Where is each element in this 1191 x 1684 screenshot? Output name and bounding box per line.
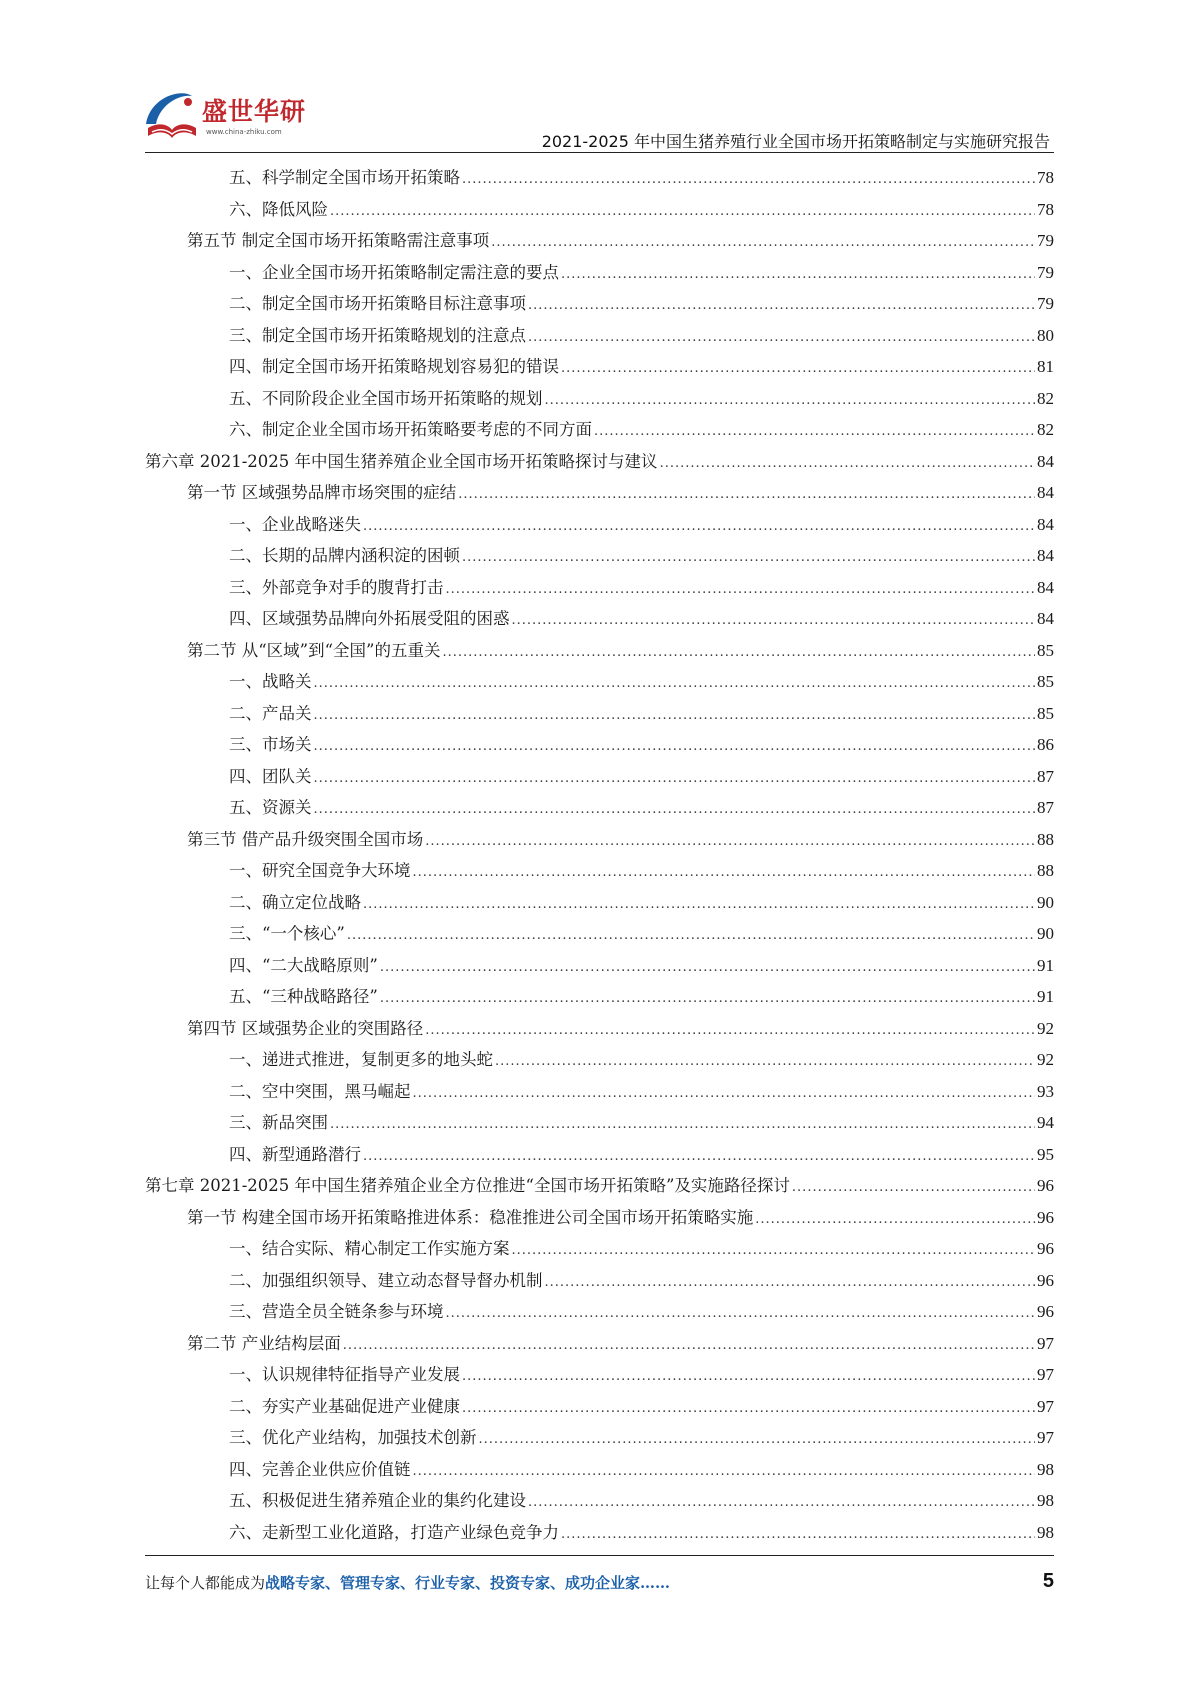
toc-dot-leader <box>495 1046 1035 1078</box>
toc-dot-leader <box>561 259 1035 291</box>
toc-page-number: 79 <box>1037 294 1054 313</box>
toc-subsection-entry[interactable] <box>145 918 1054 950</box>
toc-dot-leader <box>314 668 1036 700</box>
toc-section-entry[interactable] <box>145 1328 1054 1360</box>
toc-dot-leader <box>446 1298 1036 1330</box>
logo-url: www.china-zhiku.com <box>206 128 282 136</box>
toc-page-number: 78 <box>1037 168 1054 187</box>
toc-subsection-entry[interactable] <box>145 572 1054 604</box>
toc-entry-title: 第三节 借产品升级突围全国市场 <box>187 829 424 849</box>
toc-page-number: 98 <box>1037 1459 1054 1479</box>
toc-dot-leader <box>512 605 1036 637</box>
toc-subsection-entry[interactable] <box>145 887 1054 919</box>
page-number: 5 <box>1042 1570 1054 1592</box>
toc-entry-title: 六、降低风险 <box>229 199 328 219</box>
toc-subsection-entry[interactable] <box>145 257 1054 289</box>
footer-slogan <box>145 1572 670 1593</box>
toc-entry-title: 五、科学制定全国市场开拓策略 <box>229 168 460 187</box>
toc-page-number: 84 <box>1037 483 1054 502</box>
toc-dot-leader <box>528 1487 1035 1519</box>
slogan-lead: 让每个人都能成为 <box>145 1574 266 1592</box>
toc-page-number: 92 <box>1037 1050 1054 1069</box>
toc-page-number: 78 <box>1037 199 1054 219</box>
toc-dot-leader <box>561 353 1035 385</box>
toc-entry-title: 第二节 产业结构层面 <box>187 1333 341 1353</box>
toc-entry-title: 二、加强组织领导、建立动态督导督办机制 <box>229 1270 543 1290</box>
toc-page-number: 96 <box>1037 1270 1054 1290</box>
toc-dot-leader <box>330 196 1035 228</box>
toc-subsection-entry[interactable] <box>145 351 1054 383</box>
toc-section-entry[interactable] <box>145 225 1054 257</box>
toc-page-number: 93 <box>1037 1081 1054 1101</box>
toc-subsection-entry[interactable] <box>145 1454 1054 1486</box>
toc-dot-leader <box>528 322 1035 354</box>
toc-entry-title: 一、结合实际、精心制定工作实施方案 <box>229 1239 510 1258</box>
toc-page-number: 91 <box>1037 955 1054 975</box>
toc-dot-leader <box>363 889 1035 921</box>
toc-subsection-entry[interactable] <box>145 603 1054 635</box>
toc-subsection-entry[interactable] <box>145 698 1054 730</box>
toc-page-number: 84 <box>1037 514 1054 534</box>
toc-dot-leader <box>425 1015 1035 1047</box>
toc-dot-leader <box>594 416 1035 448</box>
toc-dot-leader <box>343 1330 1035 1362</box>
toc-section-entry[interactable] <box>145 824 1054 856</box>
toc-dot-leader <box>363 1141 1035 1173</box>
toc-page-number: 96 <box>1037 1207 1054 1227</box>
toc-dot-leader <box>462 1393 1035 1425</box>
toc-entry-title: 一、企业战略迷失 <box>229 514 361 534</box>
toc-subsection-entry[interactable] <box>145 761 1054 793</box>
footer-divider <box>145 1555 1054 1556</box>
toc-dot-leader <box>413 1078 1036 1110</box>
toc-subsection-entry[interactable] <box>145 666 1054 698</box>
toc-entry-title: 一、研究全国竞争大环境 <box>229 861 411 880</box>
toc-section-entry[interactable] <box>145 635 1054 667</box>
toc-entry-title: 三、制定全国市场开拓策略规划的注意点 <box>229 325 526 345</box>
toc-page-number: 86 <box>1037 735 1054 754</box>
toc-subsection-entry[interactable] <box>145 320 1054 352</box>
toc-entry-title: 第五节 制定全国市场开拓策略需注意事项 <box>187 231 490 250</box>
toc-subsection-entry[interactable] <box>145 414 1054 446</box>
toc-page-number: 79 <box>1037 262 1054 282</box>
toc-page-number: 95 <box>1037 1144 1054 1164</box>
toc-page-number: 84 <box>1037 546 1054 565</box>
toc-dot-leader <box>462 164 1035 196</box>
toc-page-number: 97 <box>1037 1333 1054 1353</box>
toc-subsection-entry[interactable] <box>145 950 1054 982</box>
toc-chapter-entry[interactable] <box>145 446 1054 478</box>
toc-subsection-entry[interactable] <box>145 1517 1054 1549</box>
toc-entry-title: 五、“三种战略路径” <box>229 987 378 1006</box>
book-swoosh-icon <box>140 84 204 148</box>
toc-entry-title: 六、制定企业全国市场开拓策略要考虑的不同方面 <box>229 420 592 439</box>
toc-entry-title: 二、确立定位战略 <box>229 892 361 912</box>
toc-page-number: 88 <box>1037 861 1054 880</box>
toc-subsection-entry[interactable] <box>145 1107 1054 1139</box>
toc-entry-title: 六、走新型工业化道路，打造产业绿色竞争力 <box>229 1522 559 1542</box>
toc-page-number: 88 <box>1037 829 1054 849</box>
toc-page-number: 84 <box>1037 577 1054 597</box>
toc-entry-title: 三、“一个核心” <box>229 924 345 943</box>
toc-dot-leader <box>545 385 1036 417</box>
toc-subsection-entry[interactable] <box>145 1044 1054 1076</box>
toc-page-number: 82 <box>1037 388 1054 408</box>
toc-dot-leader <box>528 290 1035 322</box>
toc-page-number: 87 <box>1037 798 1054 817</box>
toc-entry-title: 四、完善企业供应价值链 <box>229 1459 411 1479</box>
toc-entry-title: 第四节 区域强势企业的突围路径 <box>187 1018 424 1038</box>
toc-page-number: 98 <box>1037 1491 1054 1510</box>
toc-dot-leader <box>314 700 1036 732</box>
toc-entry-title: 三、新品突围 <box>229 1113 328 1132</box>
report-title: 2021-2025 年中国生猪养殖行业全国市场开拓策略制定与实施研究报告 <box>541 132 1050 151</box>
toc-dot-leader <box>561 1519 1035 1551</box>
toc-entry-title: 第二节 从“区域”到“全国”的五重关 <box>187 640 441 660</box>
toc-entry-title: 二、产品关 <box>229 703 312 723</box>
toc-page-number: 91 <box>1037 987 1054 1006</box>
toc-entry-title: 一、递进式推进，复制更多的地头蛇 <box>229 1050 493 1069</box>
toc-entry-title: 四、新型通路潜行 <box>229 1144 361 1164</box>
toc-page-number: 92 <box>1037 1018 1054 1038</box>
toc-dot-leader <box>314 731 1036 763</box>
toc-page-number: 79 <box>1037 231 1054 250</box>
header-divider <box>145 152 1054 153</box>
toc-page-number: 90 <box>1037 924 1054 943</box>
toc-entry-title: 一、战略关 <box>229 672 312 691</box>
toc-entry-title: 二、夯实产业基础促进产业健康 <box>229 1396 460 1416</box>
logo-name: 盛世华研 <box>202 97 307 126</box>
toc-subsection-entry[interactable] <box>145 1422 1054 1454</box>
toc-dot-leader <box>462 1361 1035 1393</box>
toc-entry-title: 三、市场关 <box>229 735 312 754</box>
toc-dot-leader <box>443 637 1036 669</box>
toc-subsection-entry[interactable] <box>145 1296 1054 1328</box>
slogan-highlight: 战略专家、管理专家、行业专家、投资专家、成功企业家…… <box>265 1574 671 1592</box>
toc-section-entry[interactable] <box>145 1013 1054 1045</box>
toc-entry-title: 三、外部竞争对手的腹背打击 <box>229 577 444 597</box>
toc-page-number: 90 <box>1037 892 1054 912</box>
toc-page-number: 82 <box>1037 420 1054 439</box>
toc-dot-leader <box>314 763 1036 795</box>
toc-section-entry[interactable] <box>145 1202 1054 1234</box>
toc-dot-leader <box>462 542 1035 574</box>
toc-page-number: 98 <box>1037 1522 1054 1542</box>
toc-entry-title: 一、认识规律特征指导产业发展 <box>229 1365 460 1384</box>
toc-chapter-entry[interactable] <box>145 1170 1054 1202</box>
toc-dot-leader <box>512 1235 1036 1267</box>
toc-entry-title: 四、区域强势品牌向外拓展受阻的困惑 <box>229 609 510 628</box>
toc-entry-title: 五、不同阶段企业全国市场开拓策略的规划 <box>229 388 543 408</box>
toc-subsection-entry[interactable] <box>145 1076 1054 1108</box>
toc-subsection-entry[interactable] <box>145 792 1054 824</box>
toc-page-number: 96 <box>1037 1239 1054 1258</box>
toc-subsection-entry[interactable] <box>145 729 1054 761</box>
toc-entry-title: 三、优化产业结构，加强技术创新 <box>229 1428 477 1447</box>
toc-dot-leader <box>425 826 1035 858</box>
toc-entry-title: 第六章 2021-2025 年中国生猪养殖企业全国市场开拓策略探讨与建议 <box>145 451 658 471</box>
toc-dot-leader <box>347 920 1035 952</box>
toc-entry-title: 二、制定全国市场开拓策略目标注意事项 <box>229 294 526 313</box>
toc-subsection-entry[interactable] <box>145 1139 1054 1171</box>
toc-subsection-entry[interactable] <box>145 1391 1054 1423</box>
toc-dot-leader <box>792 1172 1035 1204</box>
toc-entry-title: 二、空中突围，黑马崛起 <box>229 1081 411 1101</box>
toc-page-number: 97 <box>1037 1396 1054 1416</box>
toc-entry-title: 第一节 区域强势品牌市场突围的症结 <box>187 483 457 502</box>
toc-dot-leader <box>380 983 1035 1015</box>
toc-entry-title: 四、制定全国市场开拓策略规划容易犯的错误 <box>229 357 559 376</box>
toc-subsection-entry[interactable] <box>145 855 1054 887</box>
toc-section-entry[interactable] <box>145 477 1054 509</box>
toc-dot-leader <box>446 574 1036 606</box>
company-logo <box>140 84 310 150</box>
toc-entry-title: 四、团队关 <box>229 766 312 786</box>
toc-subsection-entry[interactable] <box>145 383 1054 415</box>
page-header <box>0 0 1191 160</box>
toc-dot-leader <box>380 952 1035 984</box>
toc-subsection-entry[interactable] <box>145 1485 1054 1517</box>
toc-page-number: 85 <box>1037 703 1054 723</box>
toc-page-number: 84 <box>1037 609 1054 628</box>
toc-page-number: 96 <box>1037 1176 1054 1195</box>
toc-page-number: 96 <box>1037 1302 1054 1321</box>
toc-dot-leader <box>458 479 1035 511</box>
toc-page-number: 84 <box>1037 451 1054 471</box>
toc-dot-leader <box>755 1204 1035 1236</box>
toc-dot-leader <box>660 448 1035 480</box>
toc-entry-title: 第一节 构建全国市场开拓策略推进体系：稳准推进公司全国市场开拓策略实施 <box>187 1207 754 1227</box>
toc-dot-leader <box>330 1109 1035 1141</box>
toc-page-number: 87 <box>1037 766 1054 786</box>
toc-entry-title: 五、资源关 <box>229 798 312 817</box>
toc-page-number: 81 <box>1037 357 1054 376</box>
table-of-contents <box>145 162 1054 1548</box>
toc-dot-leader <box>363 511 1035 543</box>
toc-page-number: 97 <box>1037 1428 1054 1447</box>
toc-subsection-entry[interactable] <box>145 194 1054 226</box>
toc-subsection-entry[interactable] <box>145 162 1054 194</box>
toc-page-number: 85 <box>1037 640 1054 660</box>
toc-page-number: 94 <box>1037 1113 1054 1132</box>
toc-page-number: 97 <box>1037 1365 1054 1384</box>
toc-dot-leader <box>479 1424 1036 1456</box>
toc-subsection-entry[interactable] <box>145 288 1054 320</box>
page-footer <box>145 1572 1054 1598</box>
toc-entry-title: 四、“二大战略原则” <box>229 955 378 975</box>
toc-dot-leader <box>413 857 1036 889</box>
toc-dot-leader <box>545 1267 1036 1299</box>
toc-dot-leader <box>314 794 1036 826</box>
toc-subsection-entry[interactable] <box>145 509 1054 541</box>
toc-page-number: 80 <box>1037 325 1054 345</box>
toc-entry-title: 一、企业全国市场开拓策略制定需注意的要点 <box>229 262 559 282</box>
toc-subsection-entry[interactable] <box>145 1359 1054 1391</box>
toc-dot-leader <box>491 227 1035 259</box>
toc-entry-title: 五、积极促进生猪养殖企业的集约化建设 <box>229 1491 526 1510</box>
toc-entry-title: 二、长期的品牌内涵积淀的困顿 <box>229 546 460 565</box>
toc-entry-title: 三、营造全员全链条参与环境 <box>229 1302 444 1321</box>
toc-dot-leader <box>413 1456 1036 1488</box>
toc-subsection-entry[interactable] <box>145 1265 1054 1297</box>
toc-subsection-entry[interactable] <box>145 1233 1054 1265</box>
toc-subsection-entry[interactable] <box>145 540 1054 572</box>
toc-subsection-entry[interactable] <box>145 981 1054 1013</box>
toc-page-number: 85 <box>1037 672 1054 691</box>
toc-entry-title: 第七章 2021-2025 年中国生猪养殖企业全方位推进“全国市场开拓策略”及实施路径探讨 <box>145 1176 790 1195</box>
